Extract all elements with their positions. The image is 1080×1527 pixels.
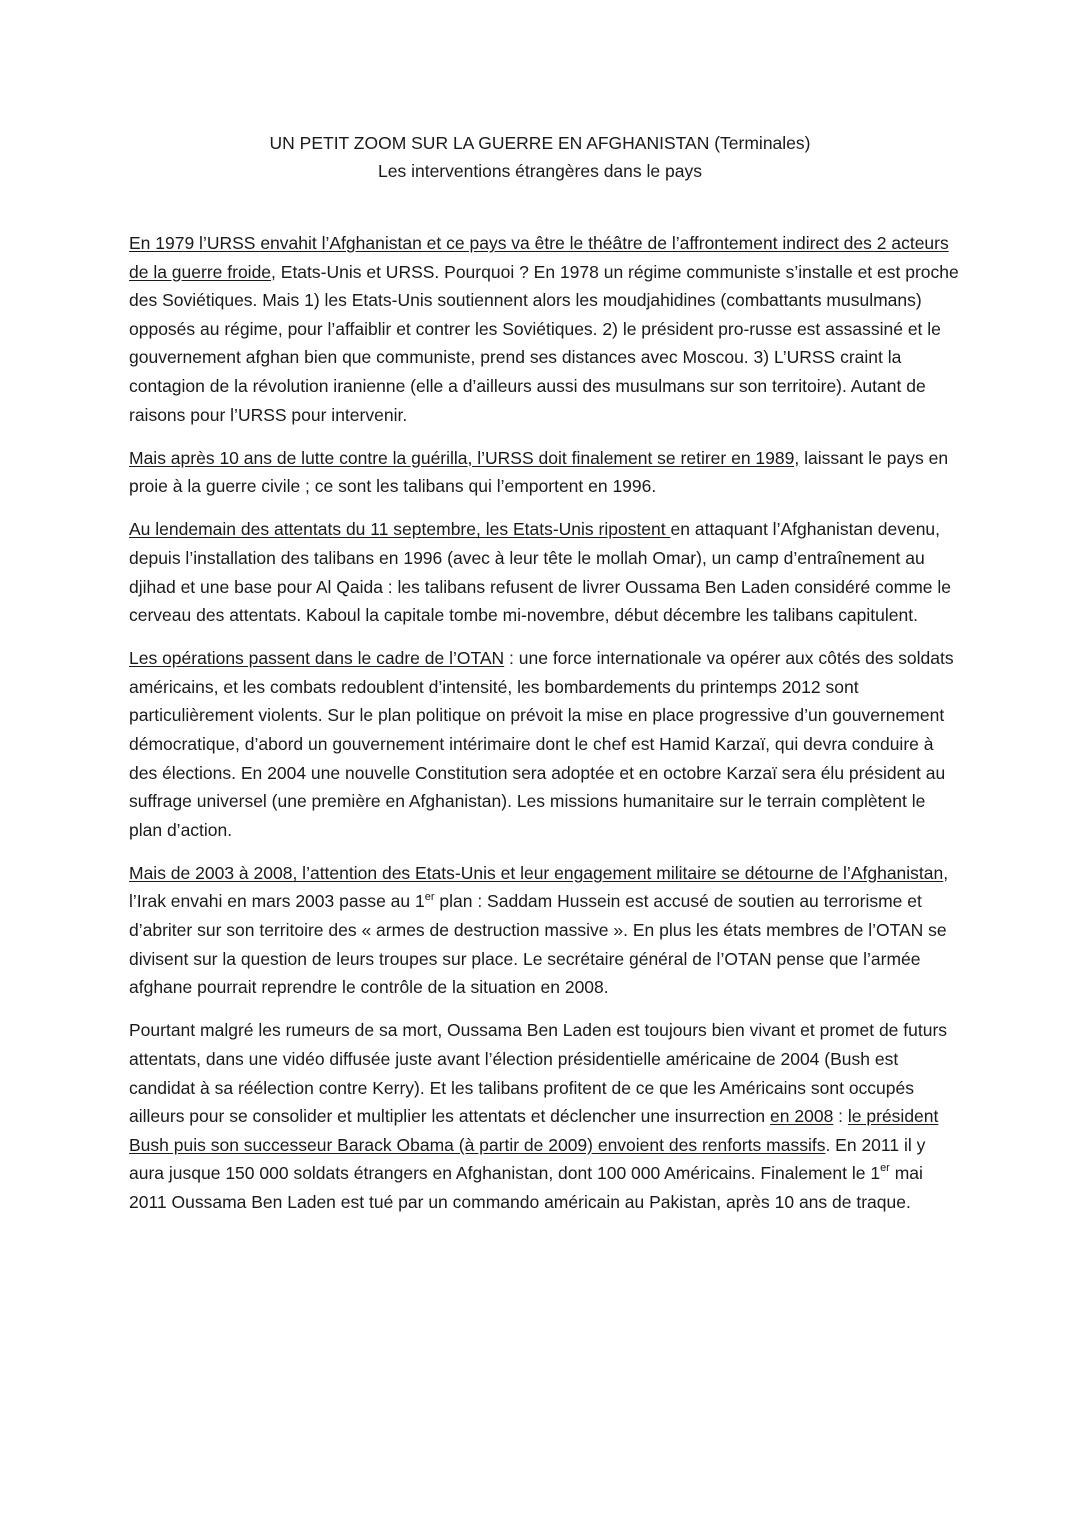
body-text: : (833, 1106, 848, 1127)
paragraph-retrait-1989 (129, 444, 959, 501)
body-text: . En 2011 il y aura jusque 150 000 soldats étrangers en Afghanistan, dont 100 000 Américains. Finalement le 1 (129, 1134, 926, 1184)
paragraph-2003-2008 (129, 859, 959, 1002)
paragraph-1979-urss (129, 229, 959, 429)
document-title: UN PETIT ZOOM SUR LA GUERRE EN AFGHANISTAN (Terminales) (269, 133, 811, 153)
body-text: mai 2011 Oussama Ben Laden est tué par un commando américain au Pakistan, après 10 ans de traque. (129, 1163, 923, 1212)
body-text: , l’Irak envahi en mars 2003 passe au 1 (129, 862, 949, 912)
underlined-text: En 1979 l’URSS envahit l’Afghanistan et ce pays va être le théâtre de l’affrontement indirect des 2 acteurs de la guerre froide (129, 233, 949, 282)
paragraph-ben-laden (129, 1016, 959, 1216)
body-text: , Etats-Unis et URSS. Pourquoi ? En 1978 un régime communiste s’installe et est proche des Soviétiques. Mais 1) les Etats-Unis soutiennent alors les moudjahidines (combattants musulmans) opposés au régime, pour l’affaiblir et contrer les Soviétiques. 2) le président pro-russe est assassiné et le gouvernement afghan bien que communiste, prend ses distances avec Moscou. 3) L’URSS craint la contagion de la révolution iranienne (elle a d’ailleurs aussi des musulmans sur son territoire). Autant de raisons pour l’URSS pour intervenir. (129, 261, 959, 425)
superscript: er (424, 890, 435, 903)
underlined-text: Mais après 10 ans de lutte contre la guérilla, l’URSS doit finalement se retirer en 1989, (129, 447, 800, 468)
body-text: Pourtant malgré les rumeurs de sa mort, Oussama Ben Laden est toujours bien vivant et promet de futurs attentats, dans une vidéo diffusée juste avant l’élection présidentielle américaine de 2004 (Bush est candidat à sa réélection contre Kerry). Et les talibans profitent de ce que les Américains sont occupés ailleurs pour se consolider et multiplier les attentats et déclencher une insurrection (129, 1020, 948, 1127)
paragraph-11-septembre (129, 515, 959, 629)
underlined-text: en 2008 (770, 1106, 834, 1127)
document-subtitle: Les interventions étrangères dans le pays (378, 161, 702, 181)
underlined-text: Au lendemain des attentats du 11 septembre, les Etats-Unis ripostent (129, 519, 671, 540)
paragraph-otan (129, 644, 959, 844)
title-block (0, 129, 1080, 185)
underlined-text: Les opérations passent dans le cadre de l’OTAN (129, 648, 505, 669)
body-text: : une force internationale va opérer aux côtés des soldats américains, et les combats redoublent d’intensité, les bombardements du printemps 2012 sont particulièrement violents. Sur le plan politique on prévoit la mise en place progressive d’un gouvernement démocratique, d’abord un gouvernement intérimaire dont le chef est Hamid Karzaï, qui devra conduire à des élections. En 2004 une nouvelle Constitution sera adoptée et en octobre Karzaï sera élu président au suffrage universel (une première en Afghanistan). Les missions humanitaire sur le terrain complètent le plan d’action. (129, 648, 954, 840)
underlined-text: Mais de 2003 à 2008, l’attention des Etats-Unis et leur engagement militaire se détourne de l’Afghanistan (129, 862, 944, 883)
document-body (129, 229, 959, 1231)
underlined-text: le président Bush puis son successeur Barack Obama (à partir de 2009) envoient des renforts massifs (129, 1106, 939, 1155)
body-text: laissant le pays en proie à la guerre civile ; ce sont les talibans qui l’emportent en 1996. (129, 447, 949, 497)
superscript: er (880, 1162, 890, 1175)
body-text: en attaquant l’Afghanistan devenu, depuis l’installation des talibans en 1996 (avec à leur tête le mollah Omar), un camp d’entraînement au djihad et une base pour Al Qaida : les talibans refusent de livrer Oussama Ben Laden considéré comme le cerveau des attentats. Kaboul la capitale tombe mi-novembre, début décembre les talibans capitulent. (129, 519, 952, 626)
body-text: plan : Saddam Hussein est accusé de soutien au terrorisme et d’abriter sur son territoire des « armes de destruction massive ». En plus les états membres de l’OTAN se divisent sur la question de leurs troupes sur place. Le secrétaire général de l’OTAN pense que l’armée afghane pourrait reprendre le contrôle de la situation en 2008. (129, 891, 947, 998)
